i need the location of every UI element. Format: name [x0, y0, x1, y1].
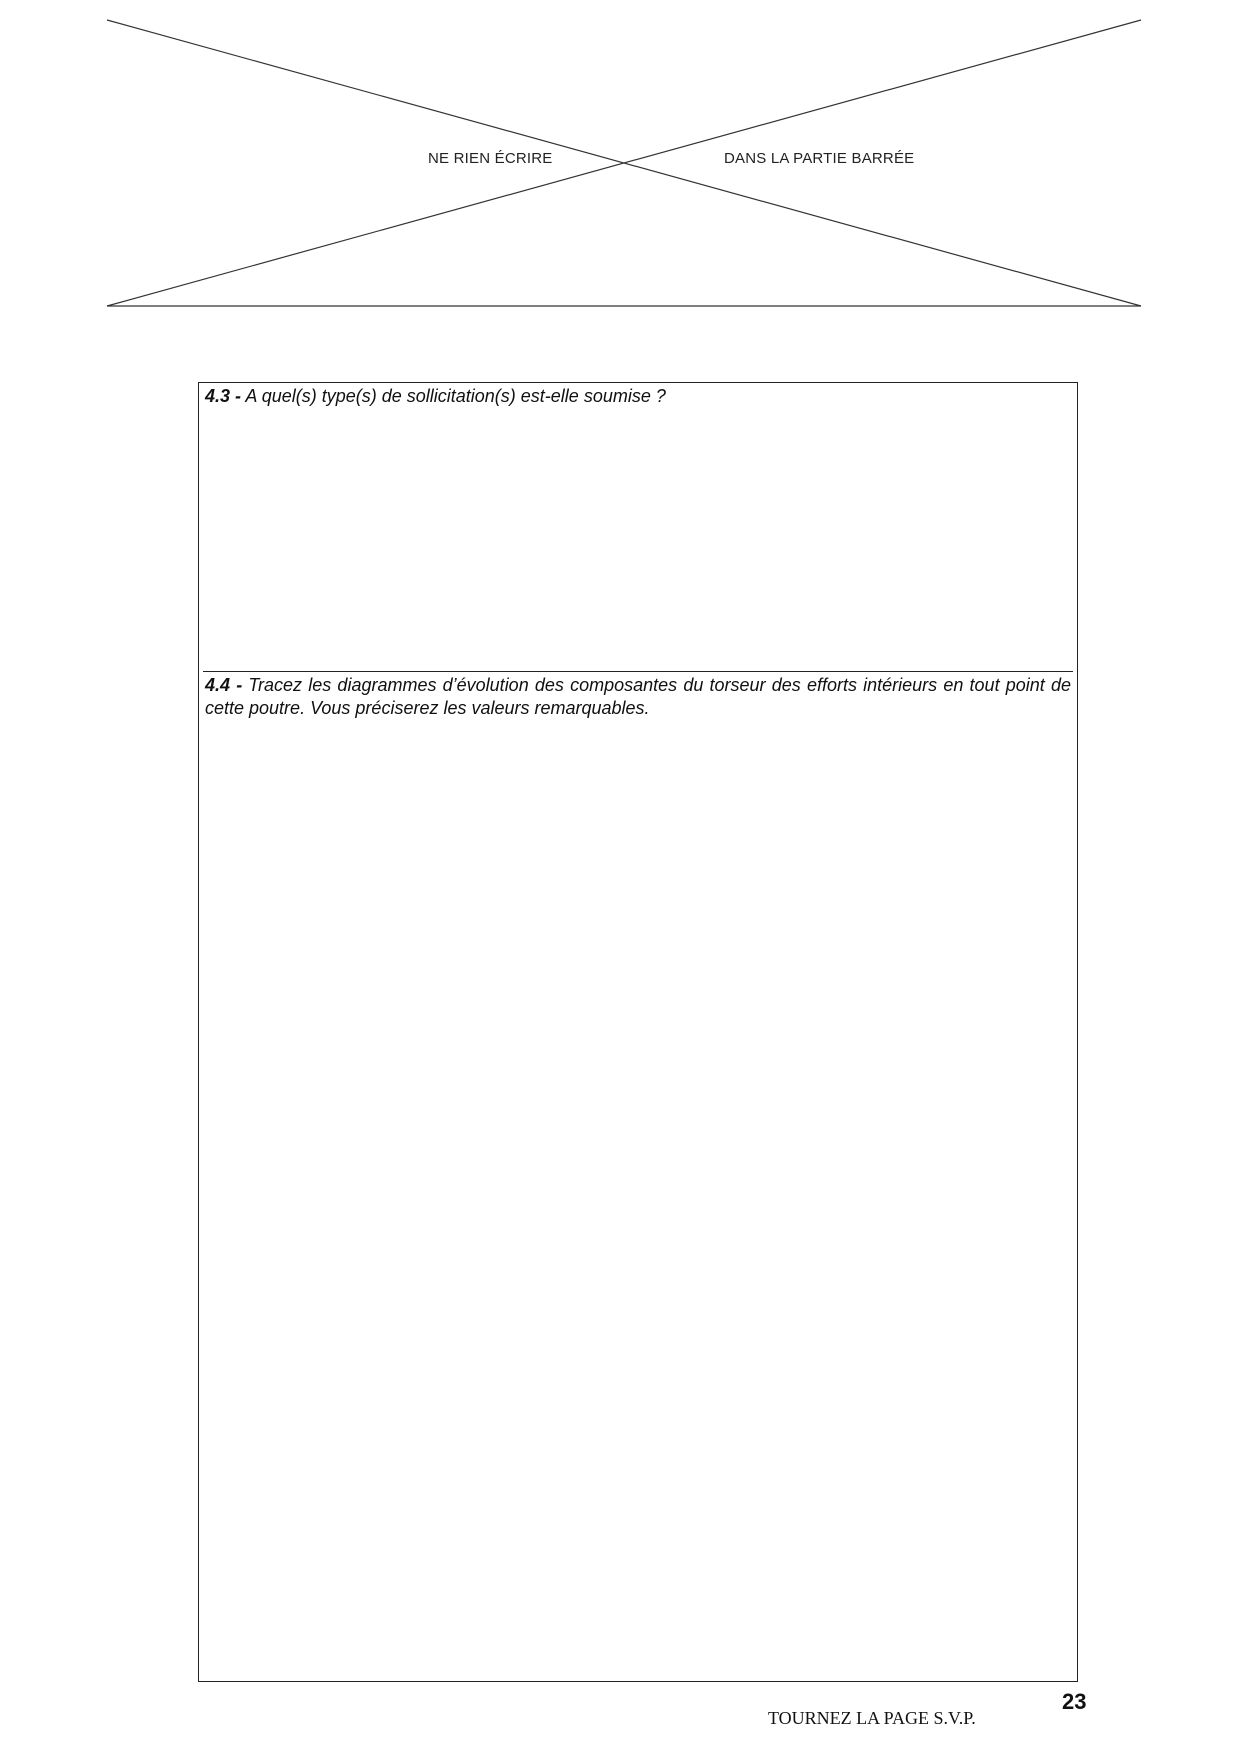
question-4-3-number: 4.3 - — [205, 386, 242, 406]
answer-box[interactable] — [198, 382, 1078, 1682]
page-number: 23 — [1062, 1689, 1087, 1714]
question-4-4-number: 4.4 - — [205, 675, 243, 695]
question-4-4 — [205, 674, 1071, 720]
question-4-4-text: Tracez les diagrammes d’évolution des composantes du torseur des efforts intérieurs en tout point de cette poutre. Vous préciserez les valeurs remarquables. — [205, 675, 1071, 718]
barred-zone-right-label: DANS LA PARTIE BARRÉE — [724, 150, 915, 167]
question-4-3-text: A quel(s) type(s) de sollicitation(s) est-elle soumise ? — [241, 386, 666, 406]
barred-zone — [0, 0, 1240, 320]
barred-zone-left-label: NE RIEN ÉCRIRE — [428, 150, 553, 167]
question-4-3 — [205, 385, 1071, 408]
turn-page-notice: TOURNEZ LA PAGE S.V.P. — [768, 1708, 976, 1728]
question-separator — [203, 671, 1073, 672]
barred-zone-cross — [0, 0, 1240, 320]
